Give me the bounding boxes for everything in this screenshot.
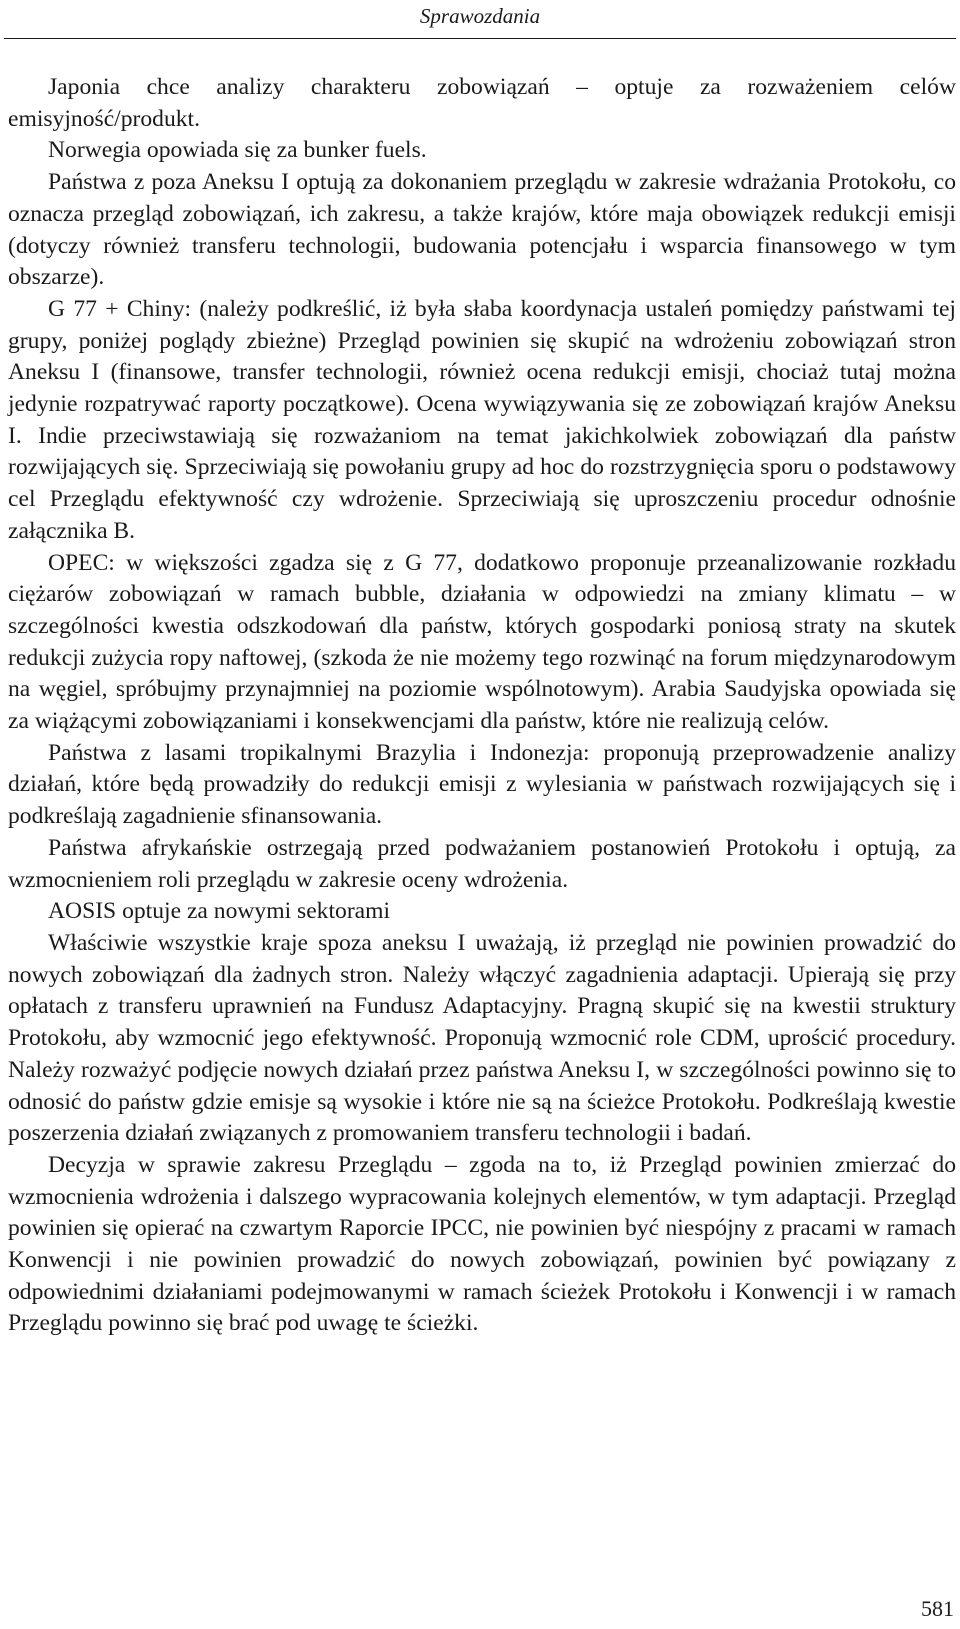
paragraph-opec: OPEC: w większości zgadza się z G 77, dodatkowo proponuje przeanalizowanie rozkładu ciężarów zobowiązań w ramach bubble, działania w odpowiedzi na zmiany klimatu – w szczególności kwestia odszkodowań dla państw, których gospodarki poniosą straty na skutek redukcji zużycia ropy naftowej, (szkoda że nie możemy tego rozwinąć na forum międzynarodowym na węgiel, spróbujmy przynajmniej na poziomie wspólnotowym). Arabia Saudyjska opowiada się za wiążącymi zobowiązaniami i konsekwencjami dla państw, które nie realizują celów. [8, 549, 956, 735]
paragraph-review-decision: Decyzja w sprawie zakresu Przeglądu – zgoda na to, iż Przegląd powinien zmierzać do wzmocnienia wdrożenia i dalszego wypracowania kolejnych elementów, w tym adaptacji. Przegląd powinien się opierać na czwartym Raporcie IPCC, nie powinien być niespójny z pracami w ramach Konwencji i nie powinien prowadzić do nowych zobowiązań, powinien być powiązany z odpowiednimi działaniami podejmowanymi w ramach ścieżek Protokołu i Konwencji i w ramach Przeglądu powinno się brać pod uwagę te ścieżki. [8, 1151, 956, 1337]
paragraph-tropical-forest-states: Państwa z lasami tropikalnymi Brazylia i Indonezja: proponują przeprowadzenie analizy działań, które będą prowadziły do redukcji emisji z wylesiania w państwach rozwijających się i podkreślają zagadnienie sfinansowania. [8, 739, 956, 830]
paragraph-non-annex-countries: Właściwie wszystkie kraje spoza aneksu I uważają, iż przegląd nie powinien prowadzić do nowych zobowiązań dla żadnych stron. Należy włączyć zagadnienia adaptacji. Upierają się przy opłatach z transferu uprawnień na Fundusz Adaptacyjny. Pragną skupić się na kwestii struktury Protokołu, aby wzmocnić jego efektywność. Proponują wzmocnić role CDM, uprościć procedury. Należy rozważyć podjęcie nowych działań przez państwa Aneksu I, w szczególności powinno się to odnosić do państw gdzie emisje są wysokie i które nie są na ścieżce Protokołu. Podkreślają kwestie poszerzenia działań związanych z promowaniem transferu technologii i badań. [8, 929, 956, 1147]
paragraph-non-annex-states: Państwa z poza Aneksu I optują za dokonaniem przeglądu w zakresie wdrażania Protokołu, co oznacza przegląd zobowiązań, ich zakresu, a także krajów, które maja obowiązek redukcji emisji (dotyczy również transferu technologii, budowania potencjału i wsparcia finansowego w tym obszarze). [8, 169, 956, 291]
document-body [8, 72, 956, 1340]
page-number: 581 [921, 1596, 954, 1621]
paragraph-aosis: AOSIS optuje za nowymi sektorami [48, 898, 391, 925]
paragraph-japan: Japonia chce analizy charakteru zobowiązań – optuje za rozważeniem celów emisyjność/produkt. [8, 74, 956, 132]
paragraph-norway: Norwegia opowiada się za bunker fuels. [48, 137, 427, 164]
paragraph-african-states: Państwa afrykańskie ostrzegają przed podważaniem postanowień Protokołu i optują, za wzmocnieniem roli przeglądu w zakresie oceny wdrożenia. [8, 834, 956, 893]
running-header-title: Sprawozdania [419, 4, 541, 28]
paragraph-g77-china: G 77 + Chiny: (należy podkreślić, iż była słaba koordynacja ustaleń pomiędzy państwami tej grupy, poniżej poglądy zbieżne) Przegląd powinien się skupić na wdrożeniu zobowiązań stron Aneksu I (finansowe, transfer technologii, również ocena redukcji emisji, chociaż tutaj można jedynie rozpatrywać raporty początkowe). Ocena wywiązywania się ze zobowiązań krajów Aneksu I. Indie przeciwstawiają się rozważaniom na temat jakichkolwiek zobowiązań dla państw rozwijających się. Sprzeciwiają się powołaniu grupy ad hoc do rozstrzygnięcia sporu o podstawowy cel Przeglądu efektywność czy wdrożenie. Sprzeciwiają się uproszczeniu procedur odnośnie załącznika B. [8, 295, 956, 544]
header-divider [4, 38, 956, 39]
